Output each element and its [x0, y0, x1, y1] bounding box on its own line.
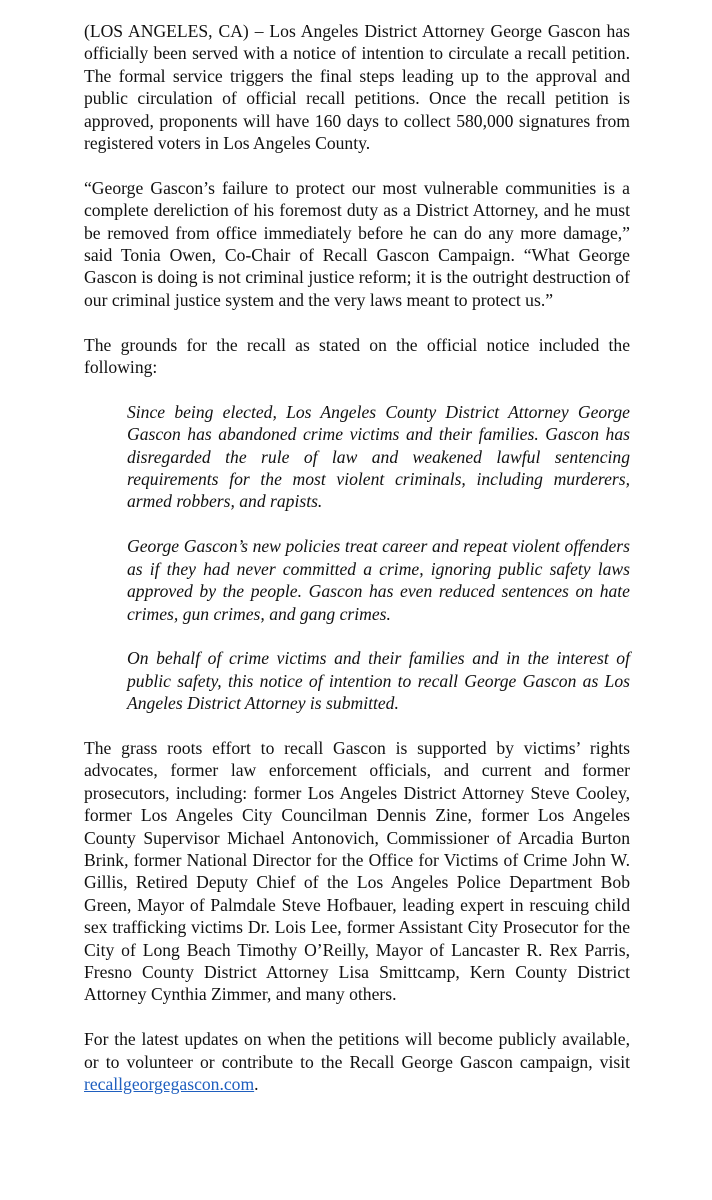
supporters-paragraph: The grass roots effort to recall Gascon is supported by victims’ rights advocates, former law enforcement officials, and current and former prosecutors, including: former Los Angeles District Attorney Steve Cooley, former Los Angeles City Councilman Dennis Zine, former Los Angeles County Supervisor Michael Antonovich, Commissioner of Arcadia Burton Brink, former National Director for the Office for Victims of Crime John W. Gillis, Retired Deputy Chief of the Los Angeles Police Department Bob Green, Mayor of Palmdale Steve Hofbauer, leading expert in rescuing child sex trafficking victims Dr. Lois Lee, former Assistant City Prosecutor for the City of Long Beach Timothy O’Reilly, Mayor of Lancaster R. Rex Parris, Fresno County District Attorney Lisa Smittcamp, Kern County District Attorney Cynthia Zimmer, and many others.: [84, 737, 630, 1005]
press-release-document: [84, 20, 630, 1118]
grounds-intro-paragraph: The grounds for the recall as stated on the official notice included the following:: [84, 334, 630, 378]
closing-text: For the latest updates on when the petitions will become publicly available, or to volunteer or contribute to the Recall George Gascon campaign, visit: [84, 1029, 630, 1072]
campaign-website-link[interactable]: recallgeorgegascon.com: [84, 1073, 255, 1094]
closing-paragraph: [84, 1028, 630, 1095]
grounds-quote-1: Since being elected, Los Angeles County District Attorney George Gascon has abandoned crime victims and their families. Gascon has disregarded the rule of law and weakened lawful sentencing requirements for the most violent criminals, including murderers, armed robbers, and rapists.: [127, 401, 630, 512]
intro-paragraph: (LOS ANGELES, CA) – Los Angeles District Attorney George Gascon has officially been served with a notice of intention to circulate a recall petition. The formal service triggers the final steps leading up to the approval and public circulation of official recall petitions. Once the recall petition is approved, proponents will have 160 days to collect 580,000 signatures from registered voters in Los Angeles County.: [84, 21, 630, 154]
grounds-quote-3: On behalf of crime victims and their families and in the interest of public safety, this notice of intention to recall George Gascon as Los Angeles District Attorney is submitted.: [127, 648, 630, 714]
quote-paragraph: “George Gascon’s failure to protect our most vulnerable communities is a complete dereliction of his foremost duty as a District Attorney, and he must be removed from office immediately before he can do any more damage,” said Tonia Owen, Co-Chair of Recall Gascon Campaign. “What George Gascon is doing is not criminal justice reform; it is the outright destruction of our criminal justice system and the very laws meant to protect us.”: [84, 177, 630, 310]
closing-period: .: [254, 1073, 259, 1094]
grounds-quote-2: George Gascon’s new policies treat career and repeat violent offenders as if they had never committed a crime, ignoring public safety laws approved by the people. Gascon has even reduced sentences on hate crimes, gun crimes, and gang crimes.: [127, 536, 630, 624]
recall-grounds-blockquote: [84, 401, 630, 715]
